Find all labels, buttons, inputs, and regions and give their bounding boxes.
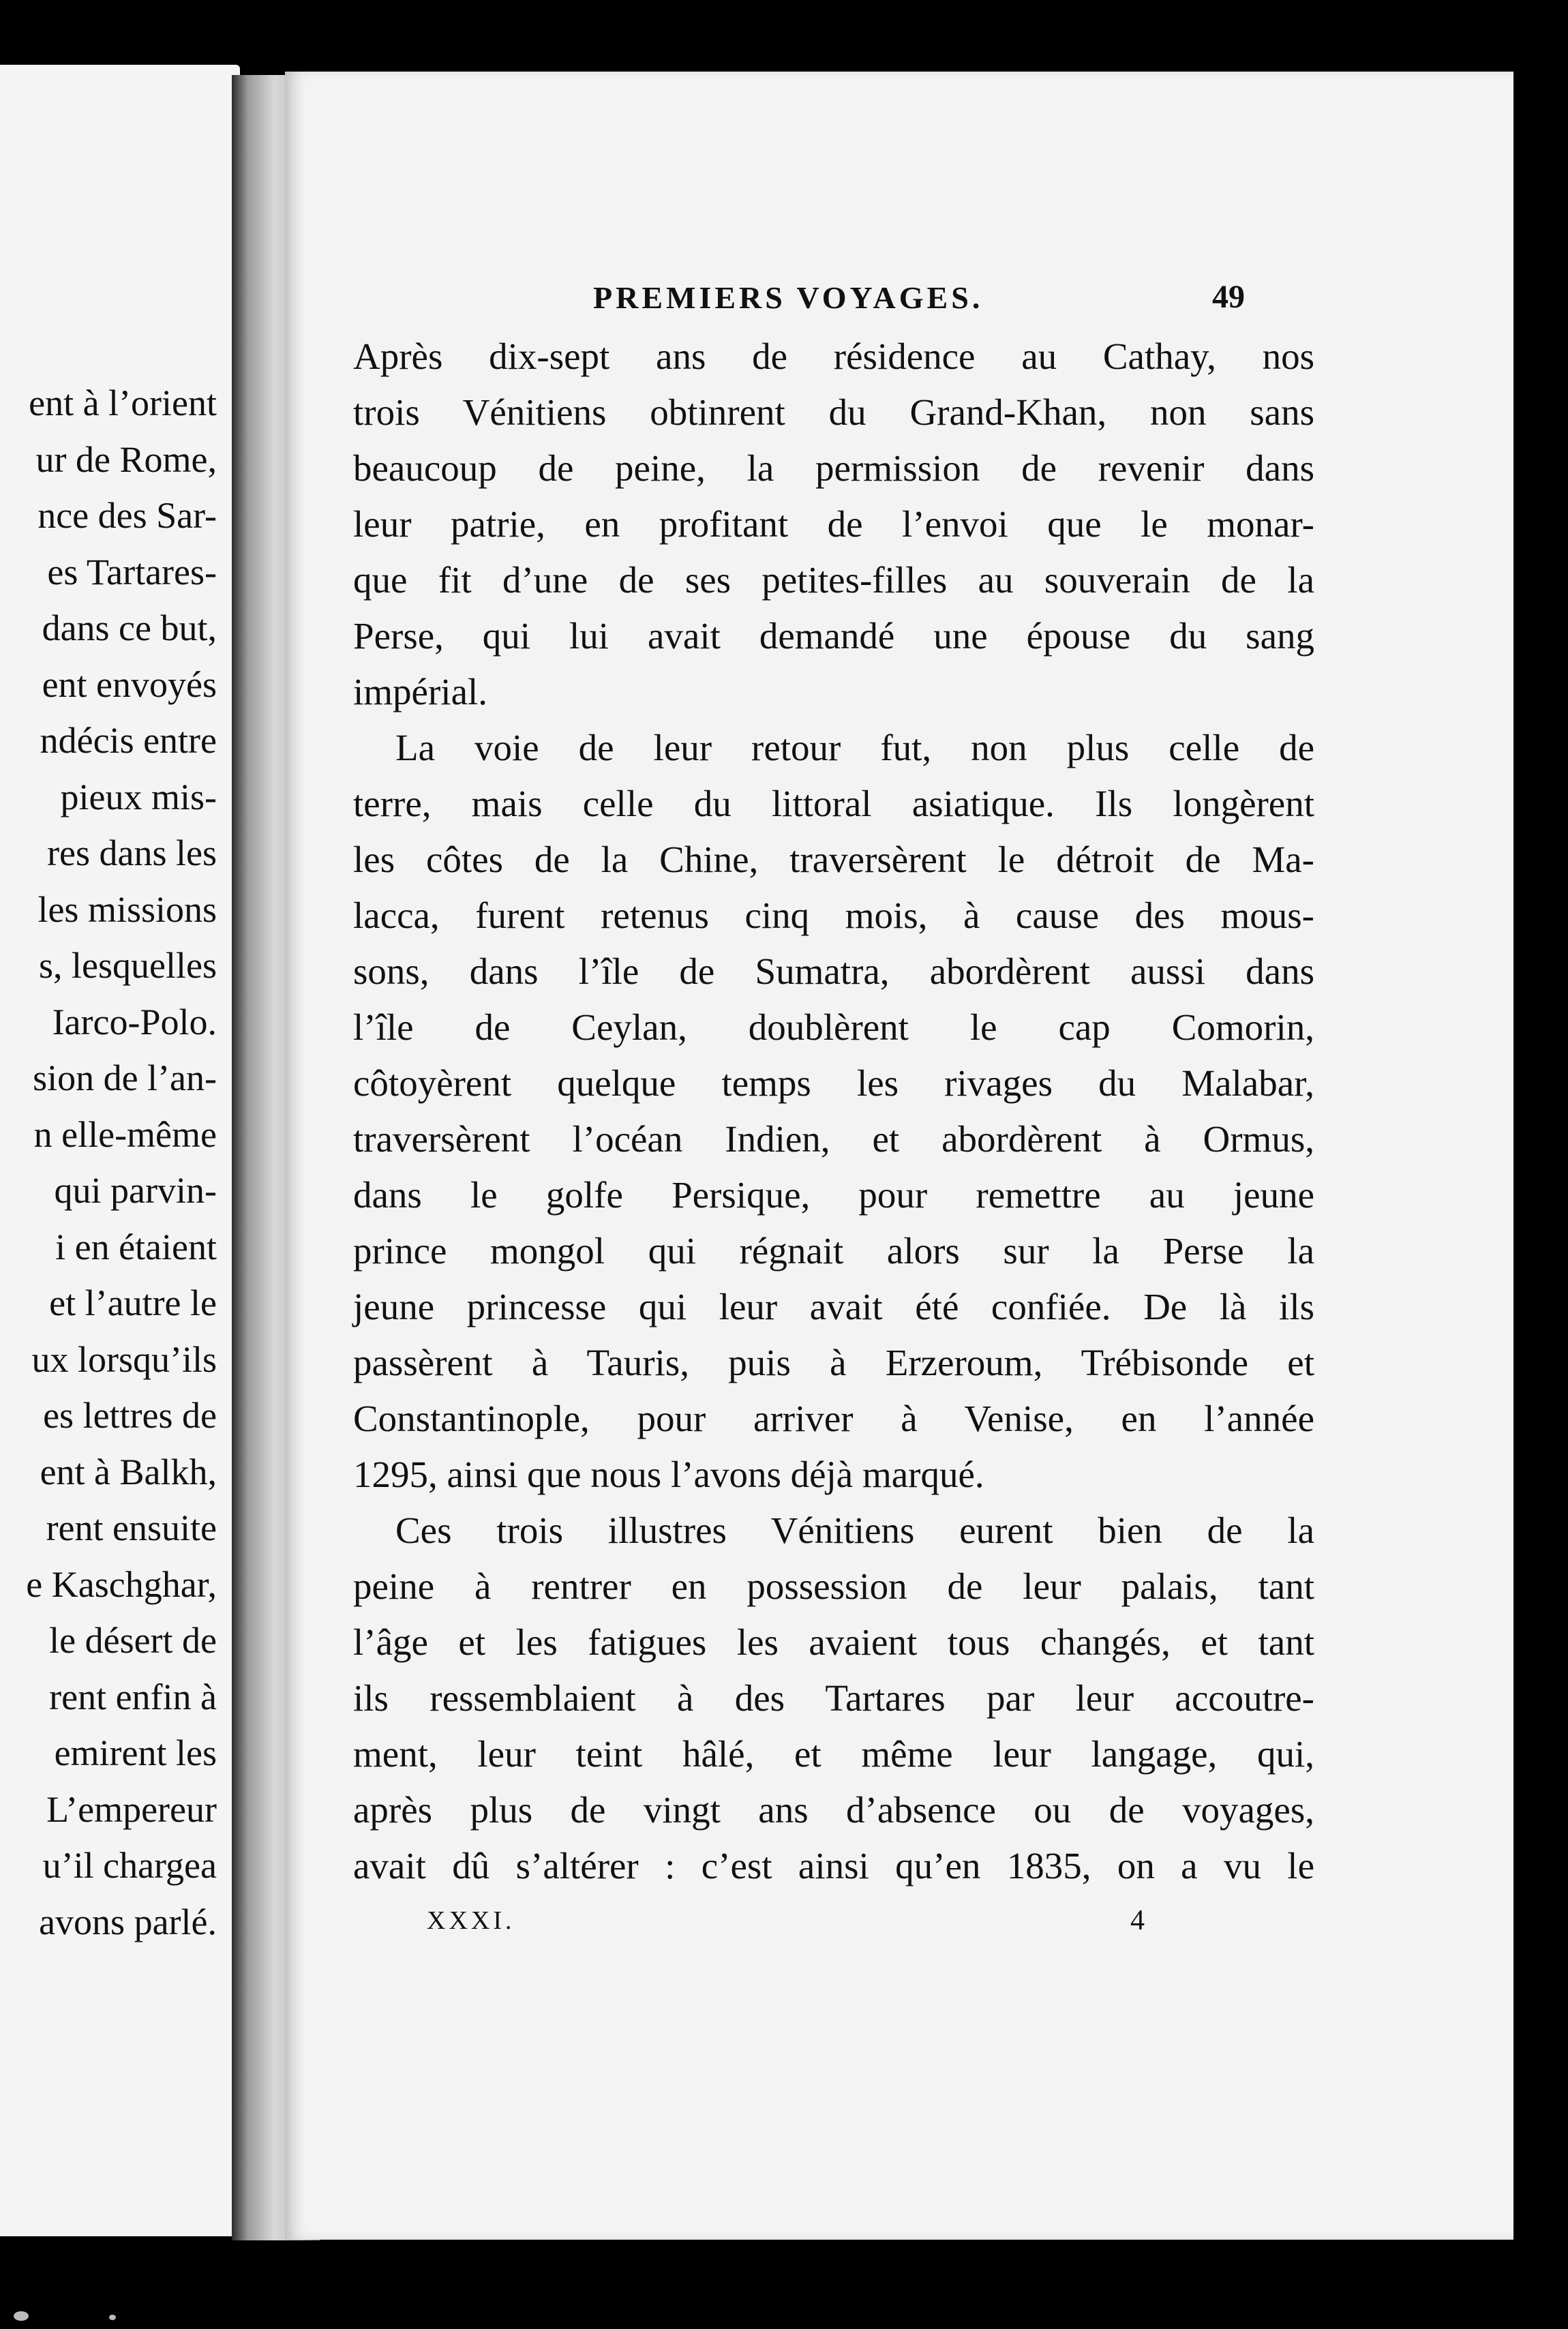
left-line: sion de l’an- — [33, 1057, 217, 1098]
paragraph — [353, 1503, 1314, 1894]
left-line: le désert de — [49, 1620, 217, 1661]
left-line: avons parlé. — [39, 1901, 217, 1942]
text-line: sons, dans l’île de Sumatra, abordèrent aussi dans — [353, 950, 1314, 992]
left-line: rent enfin à — [49, 1676, 217, 1717]
running-head — [285, 273, 1513, 327]
left-line: les missions — [37, 888, 217, 930]
left-line: ent à l’orient — [29, 382, 217, 423]
text-line: les côtes de la Chine, traversèrent le détroit de Ma- — [353, 839, 1314, 880]
text-line: après plus de vingt ans d’absence ou de voyages, — [353, 1789, 1314, 1831]
text-line: peine à rentrer en possession de leur palais, tant — [353, 1565, 1314, 1607]
text-line: Constantinople, pour arriver à Venise, en l’année — [353, 1398, 1314, 1439]
left-line: Iarco-Polo. — [52, 1001, 217, 1042]
text-line: trois Vénitiens obtinrent du Grand-Khan, non sans — [353, 391, 1314, 433]
left-line: qui parvin- — [54, 1170, 217, 1211]
left-line: et l’autre le — [49, 1282, 217, 1323]
text-line: lacca, furent retenus cinq mois, à cause des mous- — [353, 895, 1314, 936]
left-line: L’empereur — [46, 1788, 217, 1830]
right-page — [285, 72, 1513, 2240]
paragraph — [353, 720, 1314, 1503]
text-line: côtoyèrent quelque temps les rivages du Malabar, — [353, 1062, 1314, 1104]
text-line: l’âge et les fatigues les avaient tous changés, et tant — [353, 1621, 1314, 1663]
text-line: ils ressemblaient à des Tartares par leur accoutre- — [353, 1677, 1314, 1719]
left-line: ux lorsqu’ils — [31, 1338, 217, 1380]
text-line: La voie de leur retour fut, non plus celle de — [395, 727, 1314, 768]
paragraph — [353, 329, 1314, 720]
left-line: i en étaient — [55, 1226, 217, 1267]
left-line: ndécis entre — [40, 720, 217, 761]
text-line: Perse, qui lui avait demandé une épouse du sang — [353, 615, 1314, 657]
left-line: e Kaschghar, — [26, 1563, 217, 1605]
text-line: beaucoup de peine, la permission de revenir dans — [353, 447, 1314, 489]
left-line: n elle-même — [33, 1113, 217, 1155]
text-line: Après dix-sept ans de résidence au Cathay, nos — [353, 335, 1314, 377]
left-page-fragment — [0, 65, 240, 2236]
left-line: emirent les — [54, 1732, 217, 1773]
left-line: s, lesquelles — [39, 945, 217, 986]
page-footer — [285, 1899, 1513, 1953]
text-line: ment, leur teint hâlé, et même leur langage, qui, — [353, 1733, 1314, 1775]
left-line: ent envoyés — [42, 663, 217, 705]
left-line: ur de Rome, — [35, 438, 217, 480]
left-line: pieux mis- — [60, 776, 217, 817]
text-line: avait dû s’altérer : c’est ainsi qu’en 1835, on a vu le — [353, 1845, 1314, 1887]
text-line: que fit d’une de ses petites-filles au souverain de la — [353, 559, 1314, 601]
page-number: 49 — [1212, 279, 1245, 315]
text-line: 1295, ainsi que nous l’avons déjà marqué. — [353, 1454, 984, 1495]
left-line: u’il chargea — [42, 1845, 217, 1886]
scan-speck — [109, 2315, 116, 2320]
left-line: es Tartares- — [47, 551, 217, 592]
signature-mark: XXXI. — [427, 1906, 515, 1935]
left-page-lines — [26, 375, 217, 1950]
text-line: dans le golfe Persique, pour remettre au jeune — [353, 1174, 1314, 1216]
left-line: ent à Balkh, — [40, 1451, 217, 1492]
scan-border — [0, 2240, 1568, 2329]
text-line: terre, mais celle du littoral asiatique. Ils longèrent — [353, 783, 1314, 824]
text-line: l’île de Ceylan, doublèrent le cap Comorin, — [353, 1006, 1314, 1048]
left-line: es lettres de — [43, 1395, 217, 1436]
left-line: nce des Sar- — [37, 495, 217, 536]
left-line: rent ensuite — [46, 1507, 217, 1548]
body-text — [353, 329, 1314, 1894]
text-line: prince mongol qui régnait alors sur la Perse la — [353, 1230, 1314, 1272]
text-line: passèrent à Tauris, puis à Erzeroum, Trébisonde et — [353, 1342, 1314, 1383]
footer-number: 4 — [1130, 1905, 1145, 1936]
scan-speck — [14, 2311, 29, 2321]
left-line: dans ce but, — [42, 607, 217, 648]
text-line: impérial. — [353, 671, 488, 712]
text-line: jeune princesse qui leur avait été confiée. De là ils — [353, 1286, 1314, 1327]
text-line: Ces trois illustres Vénitiens eurent bien de la — [395, 1509, 1314, 1551]
left-line: res dans les — [47, 832, 217, 873]
running-title: PREMIERS VOYAGES. — [593, 280, 984, 315]
text-line: leur patrie, en profitant de l’envoi que le monar- — [353, 503, 1314, 545]
text-line: traversèrent l’océan Indien, et abordèrent à Ormus, — [353, 1118, 1314, 1160]
